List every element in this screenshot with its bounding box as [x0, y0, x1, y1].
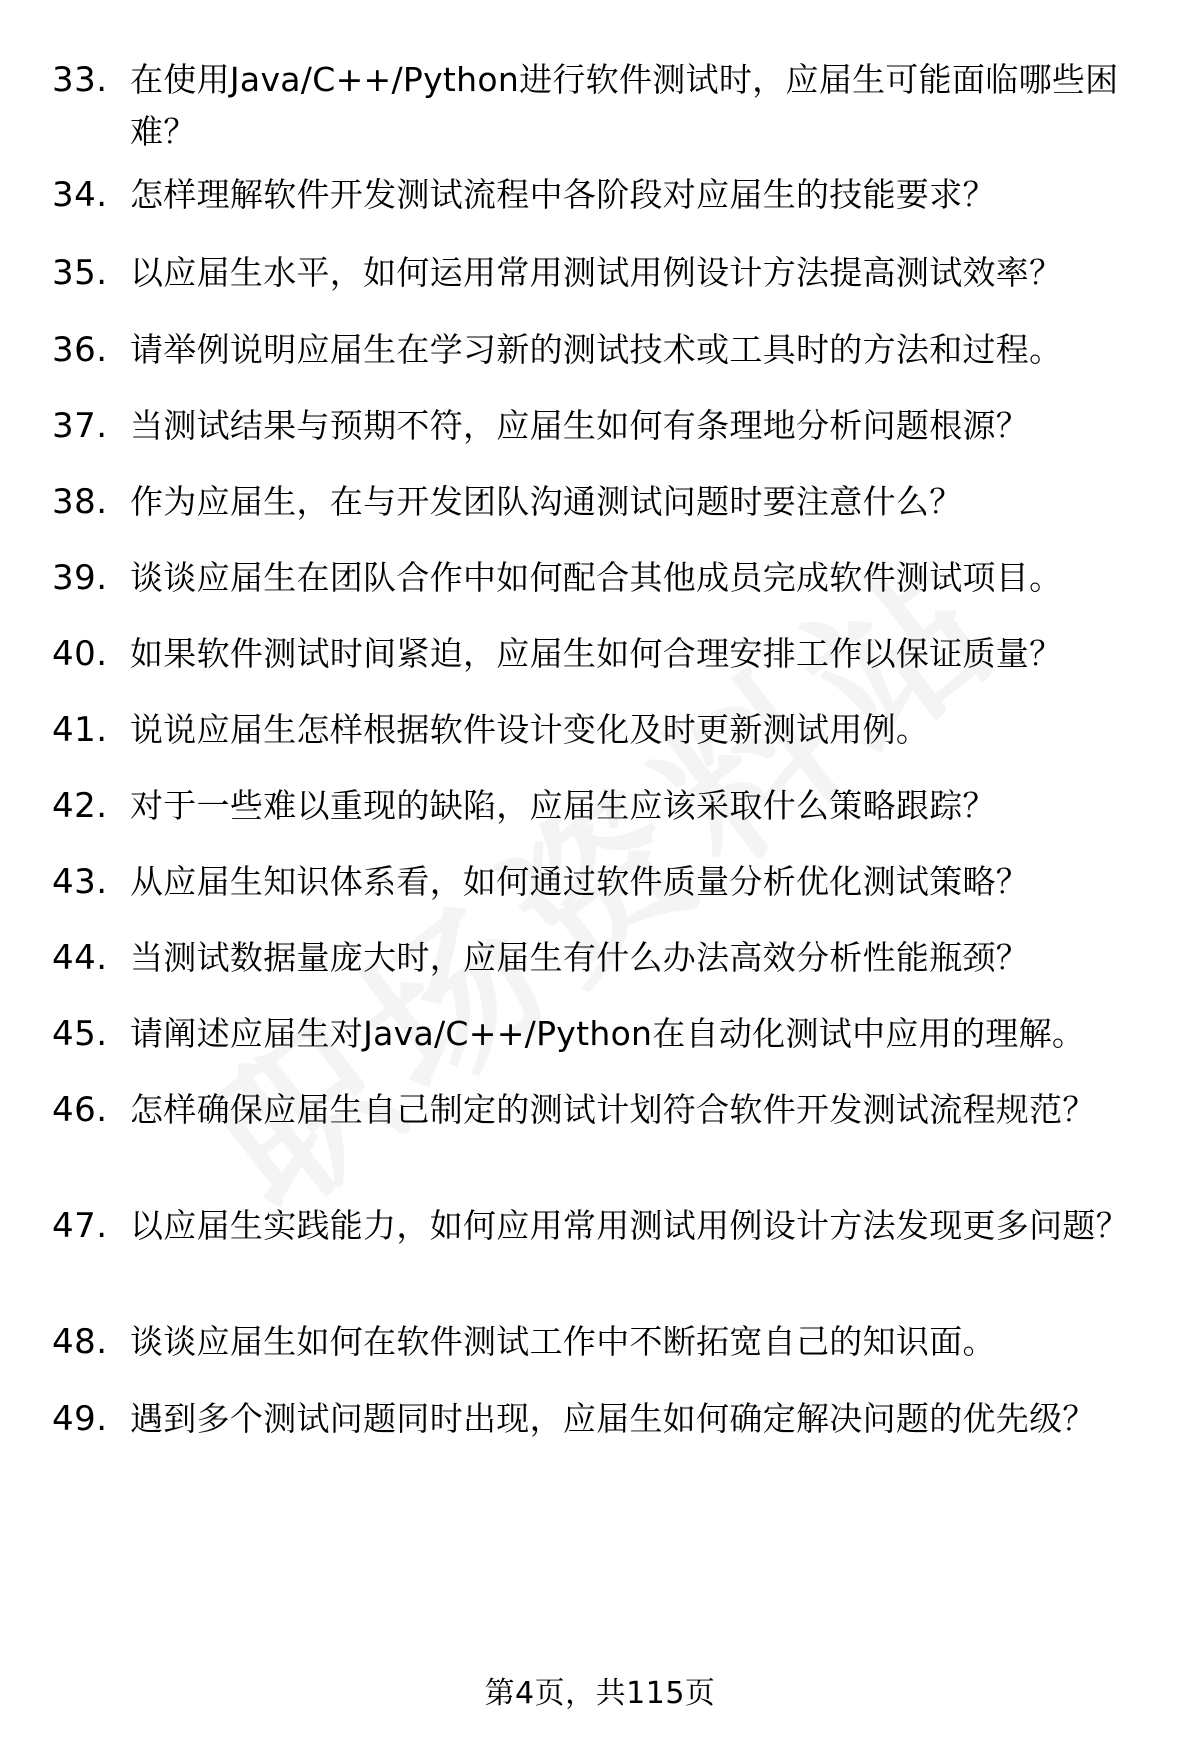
question-text: 谈谈应届生如何在软件测试工作中不断拓宽自己的知识面。: [130, 1322, 996, 1361]
question-number: 48.: [52, 1322, 108, 1362]
question-number: 43.: [52, 862, 108, 902]
page-footer: 第4页，共115页: [484, 1676, 716, 1711]
question-number: 33.: [52, 60, 108, 100]
question-number: 49.: [52, 1399, 108, 1439]
question-item: [52, 1008, 1152, 1060]
question-number: 38.: [52, 482, 108, 522]
question-number: 34.: [52, 175, 108, 215]
question-number: 39.: [52, 558, 108, 598]
question-text: 谈谈应届生在团队合作中如何配合其他成员完成软件测试项目。: [130, 558, 1063, 597]
question-item: [52, 1393, 1152, 1445]
question-item: [52, 628, 1152, 680]
question-text: 请举例说明应届生在学习新的测试技术或工具时的方法和过程。: [130, 330, 1063, 369]
question-text: 作为应届生，在与开发团队沟通测试问题时要注意什么？: [130, 482, 963, 521]
question-text: 对于一些难以重现的缺陷，应届生应该采取什么策略跟踪？: [130, 786, 996, 825]
question-number: 41.: [52, 710, 108, 750]
question-item: [52, 400, 1152, 452]
question-item: [52, 704, 1152, 756]
question-text: 遇到多个测试问题同时出现，应届生如何确定解决问题的优先级？: [130, 1399, 1096, 1438]
question-number: 40.: [52, 634, 108, 674]
question-text: 从应届生知识体系看，如何通过软件质量分析优化测试策略？: [130, 862, 1030, 901]
question-text: 如果软件测试时间紧迫，应届生如何合理安排工作以保证质量？: [130, 634, 1063, 673]
question-item: [52, 54, 1152, 158]
question-number: 47.: [52, 1206, 108, 1246]
question-text: 请阐述应届生对Java/C++/Python在自动化测试中应用的理解。: [130, 1014, 1086, 1053]
question-text: 怎样确保应届生自己制定的测试计划符合软件开发测试流程规范？: [130, 1090, 1096, 1129]
question-text: 以应届生水平，如何运用常用测试用例设计方法提高测试效率？: [130, 253, 1063, 292]
question-number: 35.: [52, 253, 108, 293]
question-text: 以应届生实践能力，如何应用常用测试用例设计方法发现更多问题？: [130, 1206, 1129, 1245]
question-number: 37.: [52, 406, 108, 446]
question-item: [52, 780, 1152, 832]
question-number: 36.: [52, 330, 108, 370]
question-item: [52, 247, 1152, 299]
question-item: [52, 476, 1152, 528]
question-item: [52, 856, 1152, 908]
question-item: [52, 169, 1152, 221]
question-text: 当测试数据量庞大时，应届生有什么办法高效分析性能瓶颈？: [130, 938, 1030, 977]
question-text: 当测试结果与预期不符，应届生如何有条理地分析问题根源？: [130, 406, 1030, 445]
question-number: 44.: [52, 938, 108, 978]
question-text: 说说应届生怎样根据软件设计变化及时更新测试用例。: [130, 710, 930, 749]
question-number: 46.: [52, 1090, 108, 1130]
question-item: [52, 1200, 1152, 1252]
question-text: 怎样理解软件开发测试流程中各阶段对应届生的技能要求？: [130, 175, 996, 214]
question-item: [52, 1316, 1152, 1368]
question-item: [52, 552, 1152, 604]
question-text: 在使用Java/C++/Python进行软件测试时，应届生可能面临哪些困难？: [130, 60, 1119, 151]
question-item: [52, 932, 1152, 984]
question-item: [52, 1084, 1152, 1136]
question-number: 45.: [52, 1014, 108, 1054]
question-number: 42.: [52, 786, 108, 826]
question-item: [52, 324, 1152, 376]
